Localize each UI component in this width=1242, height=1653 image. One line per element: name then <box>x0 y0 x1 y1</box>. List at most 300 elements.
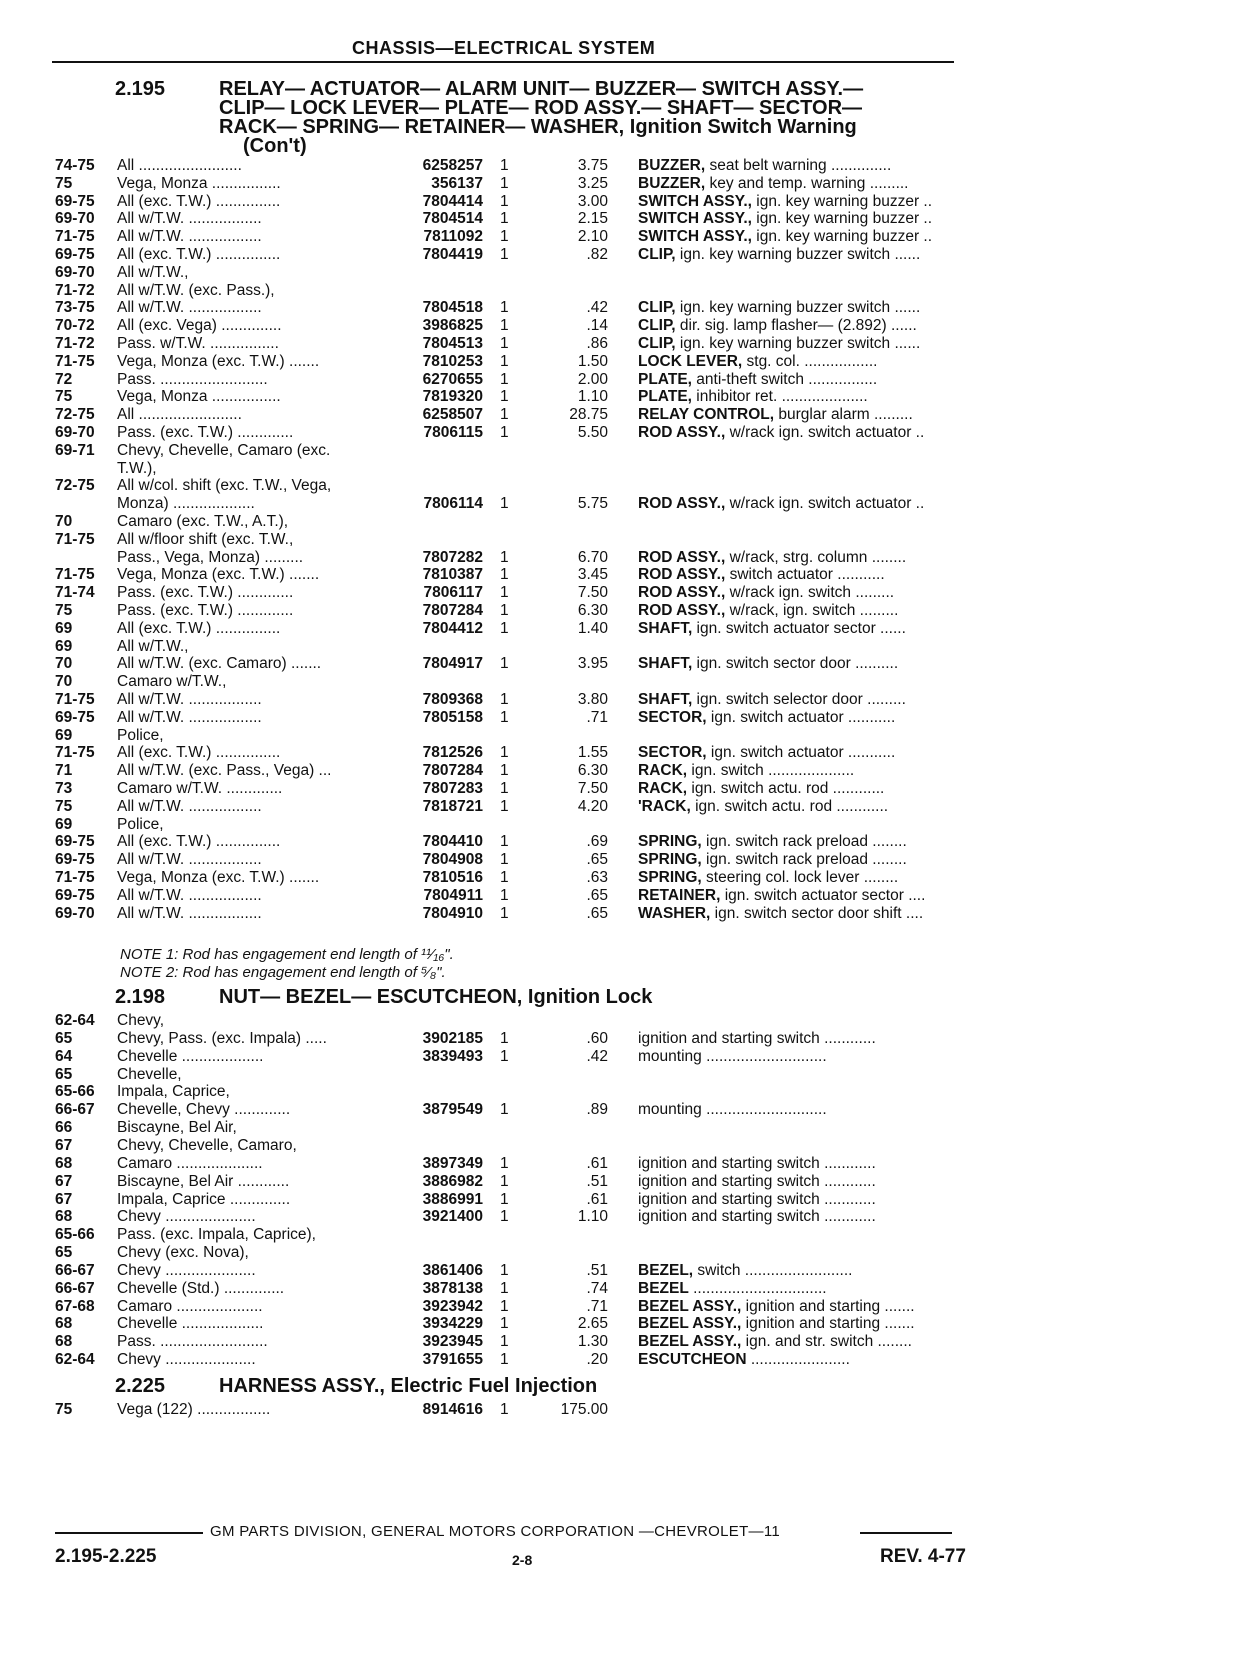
table-row <box>0 1191 1000 1209</box>
application: Chevy ..................... <box>117 1208 256 1226</box>
part-name: SWITCH ASSY., <box>638 192 752 210</box>
model-years: 69 <box>55 619 73 637</box>
part-number: 7806117 <box>423 584 483 602</box>
application: All (exc. T.W.) ............... <box>117 619 281 637</box>
model-years: 71-72 <box>55 335 95 352</box>
part-detail: ign. key warning buzzer switch ...... <box>675 246 921 263</box>
part-description <box>638 549 1000 567</box>
part-description <box>638 1191 1000 1209</box>
quantity: 1 <box>500 388 509 406</box>
quantity: 1 <box>500 210 509 228</box>
part-number: 3897349 <box>422 1154 483 1172</box>
quantity: 1 <box>500 1279 509 1297</box>
part-name: LOCK LEVER, <box>638 352 743 370</box>
part-description <box>638 620 1000 638</box>
part-name: ESCUTCHEON <box>638 1351 747 1369</box>
table-row <box>0 210 1000 228</box>
part-description <box>638 371 1000 389</box>
model-years: 66-67 <box>55 1279 95 1297</box>
part-description <box>638 495 1000 513</box>
part-description <box>638 424 1000 442</box>
table-row <box>0 1119 1000 1137</box>
table-row <box>0 175 1000 193</box>
application: All w/T.W., <box>117 263 189 281</box>
model-years: 71-75 <box>55 744 95 762</box>
application: Chevelle, Chevy ............. <box>117 1101 291 1119</box>
section-number: 2.225 <box>115 1375 166 1397</box>
part-name: PLATE, <box>638 388 692 406</box>
part-number: 8914616 <box>422 1401 483 1418</box>
part-detail: ignition and starting ....... <box>741 1315 915 1333</box>
application: Vega, Monza ................ <box>117 388 281 406</box>
part-name: SHAFT, <box>638 619 693 637</box>
price: 1.40 <box>577 619 608 637</box>
application: Chevy ..................... <box>117 1261 256 1279</box>
quantity: 1 <box>500 1333 509 1351</box>
part-number: 7804917 <box>422 655 483 673</box>
model-years: 69-70 <box>55 210 95 228</box>
part-name: SWITCH ASSY., <box>638 210 752 228</box>
application: Pass. (exc. T.W.) ............. <box>117 584 294 602</box>
model-years: 69-75 <box>55 708 95 726</box>
part-detail: anti-theft switch ................ <box>691 370 878 388</box>
model-years: 70 <box>55 513 73 530</box>
application: All w/T.W., <box>117 637 189 655</box>
table-row <box>0 1173 1000 1191</box>
part-description <box>638 851 1000 869</box>
part-description <box>638 175 1000 193</box>
part-detail: ignition and starting switch ............ <box>638 1208 876 1226</box>
part-name: CLIP, <box>638 299 676 317</box>
application: Pass. (exc. T.W.) ............. <box>117 424 294 441</box>
price: 1.10 <box>577 388 608 406</box>
price: .71 <box>586 708 608 726</box>
part-detail: w/rack, strg. column ........ <box>725 548 907 566</box>
application: Chevelle ................... <box>117 1315 264 1333</box>
footer-revision: REV. 4-77 <box>880 1546 966 1567</box>
quantity: 1 <box>500 174 509 192</box>
table-row <box>0 833 1000 851</box>
application: Police, <box>117 815 164 833</box>
part-number: 7810387 <box>422 566 483 584</box>
part-number: 6258257 <box>422 157 483 174</box>
application: Pass. ......................... <box>117 370 268 388</box>
part-number: 3921400 <box>422 1208 483 1226</box>
application: All w/T.W. (exc. Pass., Vega) ... <box>117 762 332 780</box>
table-row <box>0 1101 1000 1119</box>
part-description <box>638 1155 1000 1173</box>
part-detail: ign. key warning buzzer .. <box>751 210 933 228</box>
table-row <box>0 264 1000 282</box>
part-name: RELAY CONTROL, <box>638 406 775 424</box>
quantity: 1 <box>500 566 509 584</box>
table-row <box>0 727 1000 745</box>
table-row <box>0 424 1000 442</box>
quantity: 1 <box>500 299 509 317</box>
part-name: ROD ASSY., <box>638 566 726 584</box>
quantity: 1 <box>500 1208 509 1226</box>
part-detail: ign. switch sector door .......... <box>692 655 899 673</box>
price: 1.50 <box>577 352 608 370</box>
model-years: 71-75 <box>55 352 95 370</box>
part-name: SHAFT, <box>638 691 693 708</box>
part-description <box>638 210 1000 228</box>
price: 3.80 <box>577 691 608 708</box>
price: .61 <box>586 1154 608 1172</box>
table-row <box>0 495 1000 513</box>
table-row <box>0 513 1000 531</box>
model-years: 69 <box>55 815 73 833</box>
price: .74 <box>586 1279 608 1297</box>
model-years: 69-70 <box>55 424 95 441</box>
part-detail: ign. switch actu. rod ............ <box>690 797 889 815</box>
table-row <box>0 371 1000 389</box>
table-row <box>0 798 1000 816</box>
price: .42 <box>586 1047 608 1065</box>
part-detail: ignition and starting switch ............ <box>638 1029 876 1047</box>
part-number: 6258507 <box>422 406 483 424</box>
model-years: 70 <box>55 673 73 691</box>
part-number: 7806114 <box>423 495 483 513</box>
application: Impala, Caprice, <box>117 1083 230 1101</box>
table-row <box>0 1280 1000 1298</box>
table-row <box>0 549 1000 567</box>
application: Camaro .................... <box>117 1297 263 1315</box>
table-row <box>0 299 1000 317</box>
model-years: 65 <box>55 1029 73 1047</box>
part-number: 7804911 <box>423 886 483 904</box>
part-detail: mounting ............................ <box>638 1101 827 1119</box>
model-years: 68 <box>55 1208 73 1226</box>
quantity: 1 <box>500 1351 509 1369</box>
part-description <box>638 1048 1000 1066</box>
part-detail: ign. switch rack preload ........ <box>701 851 907 869</box>
part-number: 7804513 <box>422 335 483 352</box>
application: Chevy, Pass. (exc. Impala) ..... <box>117 1029 327 1047</box>
part-number: 6270655 <box>422 370 483 388</box>
model-years: 71-75 <box>55 530 95 548</box>
model-years: 66-67 <box>55 1101 95 1119</box>
price: 2.65 <box>577 1315 608 1333</box>
quantity: 1 <box>500 1154 509 1172</box>
part-number: 356137 <box>431 174 483 192</box>
part-detail: w/rack ign. switch actuator .. <box>725 495 925 513</box>
part-description <box>638 1333 1000 1351</box>
part-name: BEZEL, <box>638 1261 694 1279</box>
price: 1.55 <box>577 744 608 762</box>
table-row <box>0 1401 1000 1419</box>
application: All w/T.W. ................. <box>117 904 262 922</box>
application: Chevy ..................... <box>117 1351 256 1369</box>
part-detail: stg. col. ................. <box>742 352 878 370</box>
part-description <box>638 193 1000 211</box>
quantity: 1 <box>500 762 509 780</box>
application: Vega, Monza (exc. T.W.) ....... <box>117 566 320 584</box>
part-description <box>638 869 1000 887</box>
table-row <box>0 1333 1000 1351</box>
model-years: 67-68 <box>55 1297 95 1315</box>
application: Chevy, Chevelle, Camaro (exc. <box>117 441 331 459</box>
application: All w/T.W. (exc. Pass.), <box>117 281 275 299</box>
part-number: 3886991 <box>422 1190 483 1208</box>
part-number: 7810253 <box>422 352 483 370</box>
application: Camaro w/T.W. ............. <box>117 780 283 797</box>
note-1: NOTE 1: Rod has engagement end length of ¹¹⁄₁₆". <box>120 946 454 963</box>
application: Chevy (exc. Nova), <box>117 1244 249 1262</box>
application: All w/T.W. ................. <box>117 299 262 317</box>
model-years: 73 <box>55 780 73 797</box>
part-detail: switch actuator ........... <box>725 566 885 584</box>
part-name: RETAINER, <box>638 886 721 904</box>
application: T.W.), <box>117 459 157 477</box>
part-detail: burglar alarm ......... <box>774 406 913 424</box>
price: 175.00 <box>560 1401 608 1418</box>
application: Biscayne, Bel Air, <box>117 1119 237 1137</box>
price: .65 <box>586 904 608 922</box>
application: All w/T.W. ................. <box>117 851 262 869</box>
price: 3.45 <box>577 566 608 584</box>
part-description <box>638 655 1000 673</box>
table-row <box>0 1083 1000 1101</box>
table-row <box>0 1351 1000 1369</box>
table-row <box>0 1262 1000 1280</box>
part-name: SWITCH ASSY., <box>638 228 752 246</box>
model-years: 69-75 <box>55 833 95 851</box>
price: 6.70 <box>577 548 608 566</box>
part-description <box>638 157 1000 175</box>
price: 28.75 <box>569 406 608 424</box>
model-years: 68 <box>55 1315 73 1333</box>
quantity: 1 <box>500 904 509 922</box>
note-2: NOTE 2: Rod has engagement end length of ⁵⁄₈". <box>120 964 446 981</box>
part-number: 7812526 <box>422 744 483 762</box>
part-number: 3886982 <box>422 1172 483 1190</box>
footer-line: GM PARTS DIVISION, GENERAL MOTORS CORPORATION —CHEVROLET—11 <box>210 1523 781 1540</box>
part-description <box>638 317 1000 335</box>
part-name: BUZZER, <box>638 157 706 174</box>
part-detail: ign. key warning buzzer .. <box>751 192 933 210</box>
price: .65 <box>586 851 608 869</box>
part-description <box>638 798 1000 816</box>
part-detail: w/rack ign. switch actuator .. <box>725 424 925 441</box>
model-years: 66 <box>55 1119 73 1137</box>
part-description <box>638 1351 1000 1369</box>
section-title: HARNESS ASSY., Electric Fuel Injection <box>219 1375 598 1397</box>
part-name: ROD ASSY., <box>638 584 726 602</box>
model-years: 66-67 <box>55 1261 95 1279</box>
price: 2.00 <box>577 370 608 388</box>
model-years: 75 <box>55 388 73 406</box>
price: .14 <box>586 317 608 335</box>
part-name: WASHER, <box>638 904 711 922</box>
model-years: 65-66 <box>55 1083 95 1101</box>
quantity: 1 <box>500 869 509 886</box>
table-row <box>0 1137 1000 1155</box>
part-name: SECTOR, <box>638 708 707 726</box>
part-detail: ignition and starting ....... <box>741 1297 915 1315</box>
part-number: 3879549 <box>422 1101 483 1119</box>
application: Chevy, <box>117 1012 165 1029</box>
part-name: SECTOR, <box>638 744 707 762</box>
part-detail: ............................... <box>688 1279 827 1297</box>
part-number: 7804910 <box>422 904 483 922</box>
part-number: 3902185 <box>422 1029 483 1047</box>
price: .86 <box>586 335 608 352</box>
price: .61 <box>586 1190 608 1208</box>
part-detail: ....................... <box>746 1351 850 1369</box>
part-detail: ign. switch sector door shift .... <box>710 904 924 922</box>
application: Pass. ......................... <box>117 1333 268 1351</box>
quantity: 1 <box>500 1047 509 1065</box>
part-name: SPRING, <box>638 833 702 851</box>
table-row <box>0 638 1000 656</box>
quantity: 1 <box>500 335 509 352</box>
table-row <box>0 406 1000 424</box>
application: All ........................ <box>117 157 242 174</box>
part-detail: seat belt warning .............. <box>705 157 892 174</box>
model-years: 69 <box>55 726 73 744</box>
part-number: 7810516 <box>422 869 483 886</box>
application: All w/T.W. ................. <box>117 708 262 726</box>
price: 5.50 <box>577 424 608 441</box>
part-detail: ign. key warning buzzer switch ...... <box>675 335 921 352</box>
part-detail: ign. switch selector door ......... <box>692 691 906 708</box>
quantity: 1 <box>500 246 509 263</box>
table-row <box>0 744 1000 762</box>
footer-page-number: 2-8 <box>512 1552 533 1568</box>
part-number: 7804410 <box>422 833 483 851</box>
part-description <box>638 1280 1000 1298</box>
quantity: 1 <box>500 1261 509 1279</box>
model-years: 67 <box>55 1136 73 1154</box>
section-number: 2.195 <box>115 78 166 100</box>
part-number: 7811092 <box>423 228 483 246</box>
table-row <box>0 1244 1000 1262</box>
page-header: CHASSIS—ELECTRICAL SYSTEM <box>352 38 656 58</box>
part-detail: inhibitor ret. .................... <box>691 388 868 406</box>
part-name: RACK, <box>638 780 688 797</box>
application: Impala, Caprice .............. <box>117 1190 291 1208</box>
application: All w/T.W. ................. <box>117 210 262 228</box>
model-years: 75 <box>55 797 73 815</box>
part-name: CLIP, <box>638 246 676 263</box>
model-years: 65-66 <box>55 1226 95 1244</box>
part-description <box>638 246 1000 264</box>
model-years: 69 <box>55 637 73 655</box>
application: Vega, Monza ................ <box>117 174 281 192</box>
quantity: 1 <box>500 1029 509 1047</box>
part-description <box>638 353 1000 371</box>
part-detail: ign. and str. switch ........ <box>741 1333 912 1351</box>
part-description <box>638 335 1000 353</box>
quantity: 1 <box>500 708 509 726</box>
price: .63 <box>586 869 608 886</box>
quantity: 1 <box>500 406 509 424</box>
table-row <box>0 460 1000 478</box>
quantity: 1 <box>500 228 509 246</box>
footer-rule-left <box>55 1532 203 1534</box>
application: Camaro (exc. T.W., A.T.), <box>117 513 289 530</box>
price: .89 <box>586 1101 608 1119</box>
part-number: 7804514 <box>422 210 483 228</box>
table-row <box>0 887 1000 905</box>
part-description <box>638 584 1000 602</box>
table-row <box>0 228 1000 246</box>
quantity: 1 <box>500 584 509 602</box>
table-row <box>0 442 1000 460</box>
quantity: 1 <box>500 157 509 174</box>
table-row <box>0 709 1000 727</box>
part-number: 7804518 <box>422 299 483 317</box>
part-number: 7804419 <box>422 246 483 263</box>
application: All (exc. T.W.) ............... <box>117 192 281 210</box>
part-number: 7804412 <box>422 619 483 637</box>
price: .51 <box>586 1261 608 1279</box>
price: 1.10 <box>577 1208 608 1226</box>
application: All (exc. T.W.) ............... <box>117 246 281 263</box>
table-row <box>0 780 1000 798</box>
part-number: 3839493 <box>422 1047 483 1065</box>
section-number: 2.198 <box>115 986 166 1008</box>
table-row <box>0 905 1000 923</box>
price: .60 <box>586 1029 608 1047</box>
part-description <box>638 1298 1000 1316</box>
part-detail: switch ......................... <box>693 1261 853 1279</box>
quantity: 1 <box>500 619 509 637</box>
table-row <box>0 1226 1000 1244</box>
quantity: 1 <box>500 317 509 335</box>
price: .82 <box>586 246 608 263</box>
table-row <box>0 1012 1000 1030</box>
model-years: 62-64 <box>55 1012 95 1029</box>
part-number: 7805158 <box>422 708 483 726</box>
quantity: 1 <box>500 1190 509 1208</box>
table-row <box>0 335 1000 353</box>
part-description <box>638 406 1000 424</box>
application: All (exc. T.W.) ............... <box>117 833 281 851</box>
price: 6.30 <box>577 602 608 619</box>
part-description <box>638 299 1000 317</box>
price: 3.75 <box>577 157 608 174</box>
application: Pass. (exc. Impala, Caprice), <box>117 1226 316 1244</box>
application: Vega, Monza (exc. T.W.) ....... <box>117 869 320 886</box>
application: Police, <box>117 726 164 744</box>
quantity: 1 <box>500 655 509 673</box>
model-years: 74-75 <box>55 157 95 174</box>
part-number: 3791655 <box>422 1351 483 1369</box>
part-detail: w/rack, ign. switch ......... <box>725 602 899 619</box>
model-years: 69-71 <box>55 441 95 459</box>
price: .71 <box>586 1297 608 1315</box>
quantity: 1 <box>500 691 509 708</box>
part-number: 3934229 <box>422 1315 483 1333</box>
table-row <box>0 353 1000 371</box>
part-description <box>638 744 1000 762</box>
part-detail: dir. sig. lamp flasher— (2.892) ...... <box>675 317 917 335</box>
part-name: 'RACK, <box>638 797 691 815</box>
part-description <box>638 905 1000 923</box>
part-number: 3986825 <box>422 317 483 335</box>
part-number: 3861406 <box>422 1261 483 1279</box>
table-row <box>0 477 1000 495</box>
part-detail: ign. switch actuator ........... <box>706 744 896 762</box>
table-row <box>0 584 1000 602</box>
quantity: 1 <box>500 744 509 762</box>
price: 4.20 <box>577 797 608 815</box>
part-detail: ign. switch .................... <box>687 762 855 780</box>
model-years: 69-70 <box>55 263 95 281</box>
part-description <box>638 762 1000 780</box>
